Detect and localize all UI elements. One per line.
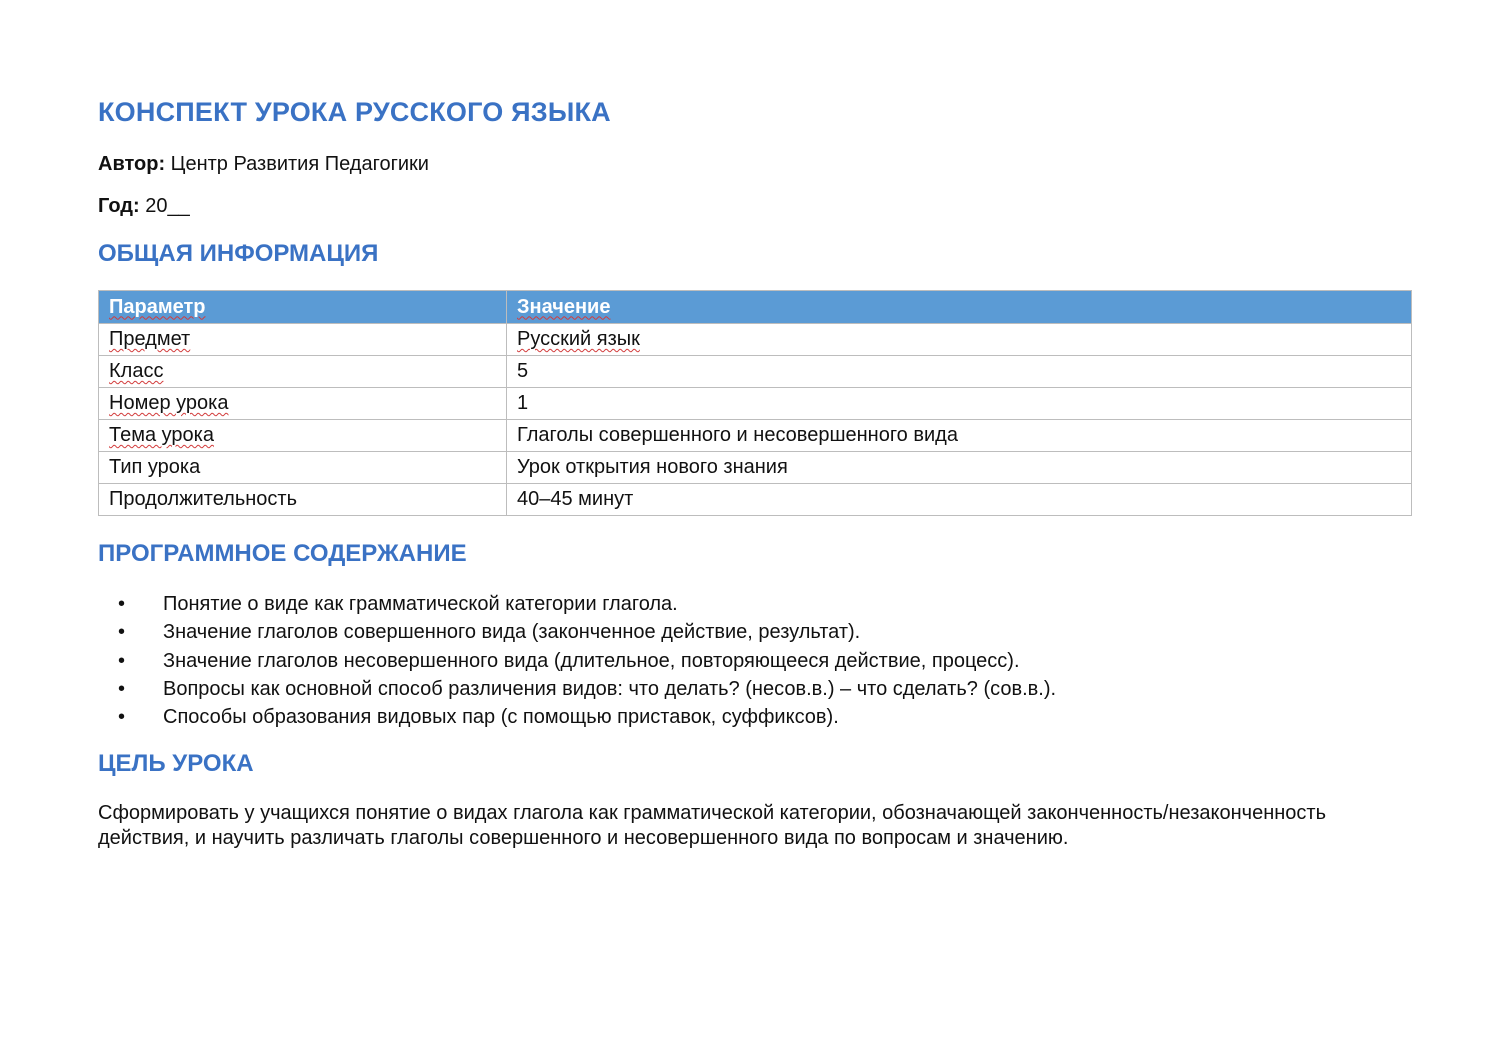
section-heading-program: ПРОГРАММНОЕ СОДЕРЖАНИЕ xyxy=(98,540,467,567)
bullet-icon: • xyxy=(118,621,126,644)
table-row xyxy=(99,356,1412,388)
table-cell-value: 40–45 минут xyxy=(507,484,1412,516)
table-cell-parameter: Продолжительность xyxy=(99,484,507,516)
table-row xyxy=(99,420,1412,452)
table-header-parameter: Параметр xyxy=(99,291,507,324)
table-header-row xyxy=(99,291,1412,324)
document-title: КОНСПЕКТ УРОКА РУССКОГО ЯЗЫКА xyxy=(98,97,611,127)
list-item xyxy=(98,703,1056,731)
table-cell-value: 5 xyxy=(507,356,1412,388)
table-row xyxy=(99,388,1412,420)
list-item xyxy=(98,590,1056,618)
section-heading-goal: ЦЕЛЬ УРОКА xyxy=(98,750,254,777)
year-label: Год: xyxy=(98,195,140,217)
table-cell-value: Русский язык xyxy=(507,324,1412,356)
goal-paragraph: Сформировать у учащихся понятие о видах глагола как грамматической категории, обозначающей законченность/незаконченность действия, и научить различать глаголы совершенного и несовершенного вида по вопросам и значению. xyxy=(98,802,1326,849)
list-item xyxy=(98,618,1056,646)
author-label: Автор: xyxy=(98,153,166,175)
bullet-icon: • xyxy=(118,706,126,729)
table-row xyxy=(99,452,1412,484)
table-cell-value: Глаголы совершенного и несовершенного вида xyxy=(507,420,1412,452)
list-item-text: Значение глаголов несовершенного вида (длительное, повторяющееся действие, процесс). xyxy=(163,649,1020,672)
list-item-text: Вопросы как основной способ различения видов: что делать? (несов.в.) – что сделать? (сов.в.). xyxy=(163,677,1057,700)
table-cell-parameter: Тип урока xyxy=(99,452,507,484)
author-value: Центр Развития Педагогики xyxy=(170,153,429,175)
table-header-value: Значение xyxy=(507,291,1412,324)
bullet-icon: • xyxy=(118,593,126,615)
list-item xyxy=(98,675,1056,703)
table-cell-parameter: Тема урока xyxy=(99,420,507,452)
list-item-text: Значение глаголов совершенного вида (законченное действие, результат). xyxy=(163,621,861,644)
program-content-list xyxy=(98,590,1056,731)
table-row xyxy=(99,484,1412,516)
year-line xyxy=(98,195,190,218)
bullet-icon: • xyxy=(118,677,126,700)
bullet-icon: • xyxy=(118,649,126,672)
table-cell-parameter: Класс xyxy=(99,356,507,388)
general-info-table xyxy=(98,290,1412,516)
author-line xyxy=(98,153,429,176)
list-item-text: Способы образования видовых пар (с помощью приставок, суффиксов). xyxy=(163,706,839,729)
table-cell-value: Урок открытия нового знания xyxy=(507,452,1412,484)
table-cell-parameter: Предмет xyxy=(99,324,507,356)
table-row xyxy=(99,324,1412,356)
year-value: 20__ xyxy=(145,195,190,217)
table-cell-value: 1 xyxy=(507,388,1412,420)
list-item xyxy=(98,647,1056,675)
table-cell-parameter: Номер урока xyxy=(99,388,507,420)
section-heading-general: ОБЩАЯ ИНФОРМАЦИЯ xyxy=(98,240,379,267)
list-item-text: Понятие о виде как грамматической категории глагола. xyxy=(163,593,678,615)
